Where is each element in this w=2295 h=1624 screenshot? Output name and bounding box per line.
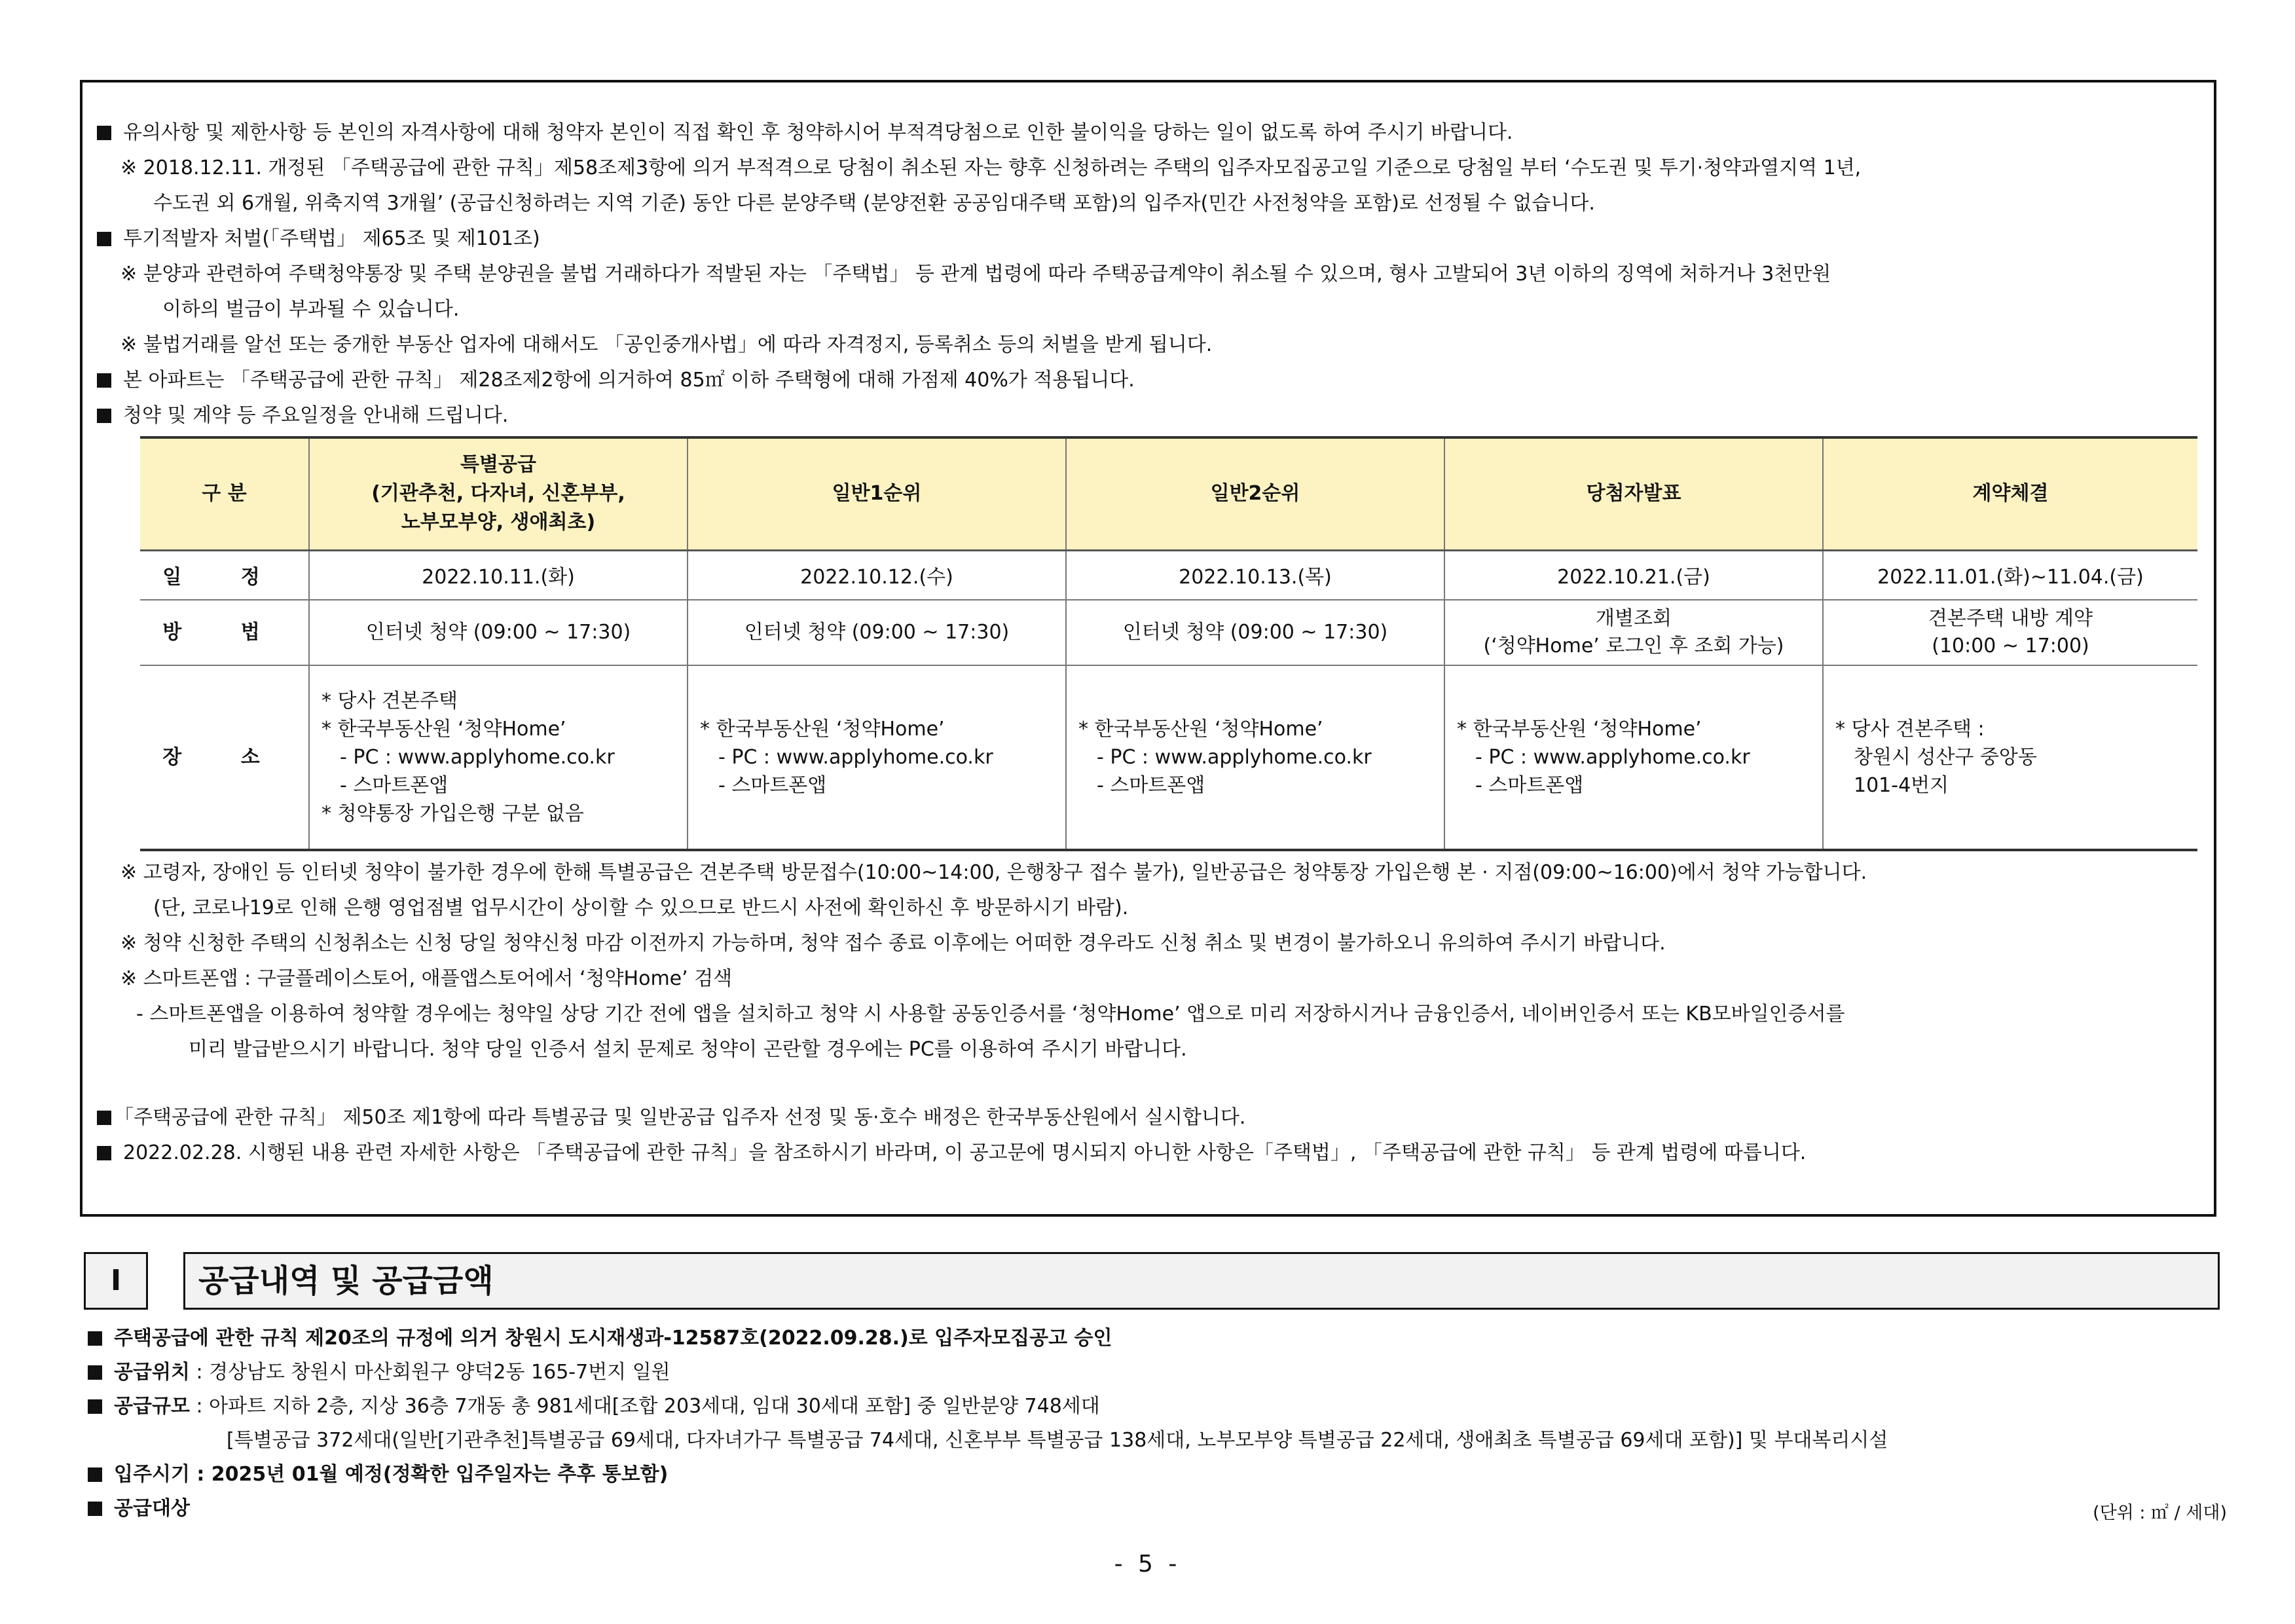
- place-text: - 스마트폰앱: [718, 774, 827, 797]
- place-cell: [1066, 665, 1444, 850]
- notice-text: 청약 및 계약 등 주요일정을 안내해 드립니다.: [123, 404, 509, 427]
- place-text: - 스마트폰앱: [340, 774, 449, 797]
- place-text: - PC : www.applyhome.co.kr: [1475, 746, 1750, 769]
- notice-box: [80, 80, 2216, 1217]
- method-text: (‘청약Home’ 로그인 후 조회 가능): [1483, 635, 1784, 657]
- notice-line: [97, 363, 2195, 398]
- supply-info: [88, 1321, 2222, 1526]
- schedule-place-row: [140, 665, 2197, 850]
- notice-line: ※ 고령자, 장애인 등 인터넷 청약이 불가한 경우에 한해 특별공급은 견본주택 방문접수(10:00~14:00, 은행창구 접수 불가), 일반공급은 청약통장 가입은행 본 · 지점(09:00~16:00)에서 청약 가능합니다.: [120, 861, 1867, 884]
- place-text: 창원시 성산구 중앙동: [1854, 746, 2037, 769]
- notice-line: [97, 221, 2195, 257]
- square-bullet-icon: [97, 126, 111, 140]
- place-cell: [309, 665, 688, 850]
- header-general-2nd: 일반2순위: [1066, 437, 1444, 550]
- square-bullet-icon: [88, 1467, 102, 1482]
- notice-line: - 스마트폰앱을 이용하여 청약할 경우에는 청약일 상당 기간 전에 앱을 설치하고 청약 시 사용할 공동인증서를 ‘청약Home’ 앱으로 미리 저장하시거나 금융인증서, 네이버인증서 또는 KB모바일인증서를: [136, 1003, 1845, 1025]
- supply-scale: [88, 1390, 2222, 1424]
- notice-line: ※ 불법거래를 알선 또는 중개한 부동산 업자에 대해서도 「공인중개사법」에 따라 자격정지, 등록취소 등의 처벌을 받게 됩니다.: [120, 333, 1213, 356]
- method-text: 개별조회: [1596, 607, 1672, 630]
- header-contract: 계약체결: [1823, 437, 2197, 550]
- square-bullet-icon: [88, 1365, 102, 1380]
- method-text: 견본주택 내방 계약: [1928, 607, 2093, 630]
- square-bullet-icon: [97, 373, 111, 388]
- place-text: * 한국부동산원 ‘청약Home’: [321, 718, 566, 741]
- square-bullet-icon: [97, 1146, 111, 1160]
- section-number: I: [84, 1252, 148, 1310]
- method-cell: 인터넷 청약 (09:00 ~ 17:30): [309, 600, 688, 665]
- row-label-date: 일 정: [140, 550, 309, 600]
- method-cell: [1823, 600, 2197, 665]
- notice-line: [97, 398, 2195, 434]
- square-bullet-icon: [88, 1331, 102, 1346]
- supply-label: 입주시기: [114, 1463, 190, 1486]
- place-cell: [1823, 665, 2197, 850]
- header-special-supply: [309, 437, 688, 550]
- notice-line: (단, 코로나19로 인해 은행 영업점별 업무시간이 상이할 수 있으므로 반드시 사전에 확인하신 후 방문하시기 바람).: [153, 896, 1129, 919]
- notice-line: 수도권 외 6개월, 위축지역 3개월’ (공급신청하려는 지역 기준) 동안 다른 분양주택 (분양전환 공공임대주택 포함)의 입주자(민간 사전청약을 포함)로 선정될 수 없습니다.: [153, 192, 1595, 215]
- square-bullet-icon: [88, 1502, 102, 1516]
- supply-scale-detail: [특별공급 372세대(일반[기관추천]특별공급 69세대, 다자녀가구 특별공급 74세대, 신혼부부 특별공급 138세대, 노부모부양 특별공급 22세대, 생애최초 특별공급 69세대 포함)] 및 부대복리시설: [227, 1429, 1888, 1452]
- header-category: 구 분: [140, 437, 309, 550]
- place-text: - 스마트폰앱: [1097, 774, 1205, 797]
- place-cell: [1444, 665, 1823, 850]
- row-label-method: 방 법: [140, 600, 309, 665]
- supply-text: 주택공급에 관한 규칙 제20조의 규정에 의거 창원시 도시재생과-12587호(2022.09.28.)로 입주자모집공고 승인: [114, 1327, 1112, 1350]
- header-text: (기관추천, 다자녀, 신혼부부,: [371, 482, 625, 506]
- supply-location: [88, 1356, 2222, 1390]
- place-text: - 스마트폰앱: [1475, 774, 1584, 797]
- row-label-place: 장 소: [140, 665, 309, 850]
- square-bullet-icon: [97, 409, 111, 423]
- supply-target: [88, 1492, 2222, 1526]
- header-text: 노부모부양, 생애최초): [401, 511, 596, 534]
- place-text: * 청약통장 가입은행 구분 없음: [321, 802, 584, 825]
- square-bullet-icon: [97, 232, 111, 246]
- supply-text: : 2025년 01월 예정(정확한 입주일자는 추후 통보함): [189, 1463, 669, 1486]
- supply-text: : 경상남도 창원시 마산회원구 양덕2동 165-7번지 일원: [189, 1361, 670, 1384]
- method-text: (10:00 ~ 17:00): [1932, 635, 2089, 657]
- notice-line: ※ 스마트폰앱 : 구글플레이스토어, 애플앱스토어에서 ‘청약Home’ 검색: [120, 967, 733, 990]
- notice-text: 본 아파트는 「주택공급에 관한 규칙」 제28조제2항에 의거하여 85㎡ 이하 주택형에 대해 가점제 40%가 적용됩니다.: [123, 369, 1135, 392]
- supply-approval: [88, 1321, 2222, 1356]
- square-bullet-icon: [88, 1399, 102, 1414]
- place-text: - PC : www.applyhome.co.kr: [1097, 746, 1372, 769]
- notice-line: ※ 청약 신청한 주택의 신청취소는 신청 당일 청약신청 마감 이전까지 가능하며, 청약 접수 종료 이후에는 어떠한 경우라도 신청 취소 및 변경이 불가하오니 유의하여 주시기 바랍니다.: [120, 932, 1666, 955]
- schedule-table: [140, 436, 2197, 851]
- place-text: - PC : www.applyhome.co.kr: [340, 746, 615, 769]
- supply-movein: [88, 1458, 2222, 1492]
- notice-text: 2022.02.28. 시행된 내용 관련 자세한 사항은 「주택공급에 관한 규칙」을 참조하시기 바라며, 이 공고문에 명시되지 아니한 사항은「주택법」, 「주택공급에 관한 규칙」 등 관계 법령에 따릅니다.: [123, 1141, 1807, 1164]
- date-cell: 2022.10.12.(수): [688, 550, 1066, 600]
- date-cell: 2022.10.13.(목): [1066, 550, 1444, 600]
- notice-text: 유의사항 및 제한사항 등 본인의 자격사항에 대해 청약자 본인이 직접 확인 후 청약하시어 부적격당첨으로 인한 불이익을 당하는 일이 없도록 하여 주시기 바랍니다.: [123, 121, 1513, 144]
- place-text: 101-4번지: [1854, 774, 1949, 797]
- supply-label: 공급대상: [114, 1497, 190, 1520]
- schedule-header-row: [140, 437, 2197, 550]
- supply-label: 공급규모: [114, 1395, 190, 1418]
- date-cell: 2022.10.11.(화): [309, 550, 688, 600]
- header-text: 특별공급: [460, 453, 536, 477]
- notice-line: ※ 2018.12.11. 개정된 「주택공급에 관한 규칙」제58조제3항에 의거 부적격으로 당첨이 취소된 자는 향후 신청하려는 주택의 입주자모집공고일 기준으로 당첨일 부터 ‘수도권 및 투기·청약과열지역 1년,: [120, 157, 1862, 179]
- supply-text: : 아파트 지하 2층, 지상 36층 7개동 총 981세대[조합 203세대, 임대 30세대 포함] 중 일반분양 748세대: [189, 1395, 1100, 1418]
- place-text: - PC : www.applyhome.co.kr: [718, 746, 993, 769]
- place-cell: [688, 665, 1066, 850]
- schedule-method-row: [140, 600, 2197, 665]
- date-cell: 2022.10.21.(금): [1444, 550, 1823, 600]
- notice-line: 미리 발급받으시기 바랍니다. 청약 당일 인증서 설치 문제로 청약이 곤란할 경우에는 PC를 이용하여 주시기 바랍니다.: [189, 1038, 1187, 1061]
- method-cell: 인터넷 청약 (09:00 ~ 17:30): [1066, 600, 1444, 665]
- header-general-1st: 일반1순위: [688, 437, 1066, 550]
- place-text: * 당사 견본주택: [321, 690, 458, 712]
- schedule-date-row: [140, 550, 2197, 600]
- method-cell: 인터넷 청약 (09:00 ~ 17:30): [688, 600, 1066, 665]
- notice-line: 이하의 벌금이 부과될 수 있습니다.: [162, 298, 460, 321]
- notice-line: [97, 1100, 2195, 1135]
- section-header: [84, 1252, 2220, 1310]
- method-cell: [1444, 600, 1823, 665]
- header-winner-announcement: 당첨자발표: [1444, 437, 1823, 550]
- section-title: 공급내역 및 공급금액: [183, 1252, 2220, 1310]
- place-text: * 한국부동산원 ‘청약Home’: [700, 718, 945, 741]
- notice-text: 「주택공급에 관한 규칙」 제50조 제1항에 따라 특별공급 및 일반공급 입주자 선정 및 동·호수 배정은 한국부동산원에서 실시합니다.: [114, 1106, 1246, 1129]
- square-bullet-icon: [97, 1111, 111, 1125]
- unit-note: (단위 : ㎡ / 세대): [2093, 1503, 2227, 1523]
- supply-label: 공급위치: [114, 1361, 190, 1384]
- place-text: * 한국부동산원 ‘청약Home’: [1078, 718, 1323, 741]
- place-text: * 한국부동산원 ‘청약Home’: [1457, 718, 1702, 741]
- place-text: * 당사 견본주택 :: [1835, 718, 1985, 741]
- page-number: - 5 -: [1114, 1551, 1181, 1578]
- notice-line: ※ 분양과 관련하여 주택청약통장 및 주택 분양권을 불법 거래하다가 적발된 자는 「주택법」 등 관계 법령에 따라 주택공급계약이 취소될 수 있으며, 형사 고발되어 3년 이하의 징역에 처하거나 3천만원: [120, 263, 1831, 286]
- notice-line: [97, 115, 2195, 151]
- notice-text: 투기적발자 처벌(「주택법」 제65조 및 제101조): [123, 227, 540, 250]
- notice-line: [97, 1135, 2195, 1171]
- date-cell: 2022.11.01.(화)~11.04.(금): [1823, 550, 2197, 600]
